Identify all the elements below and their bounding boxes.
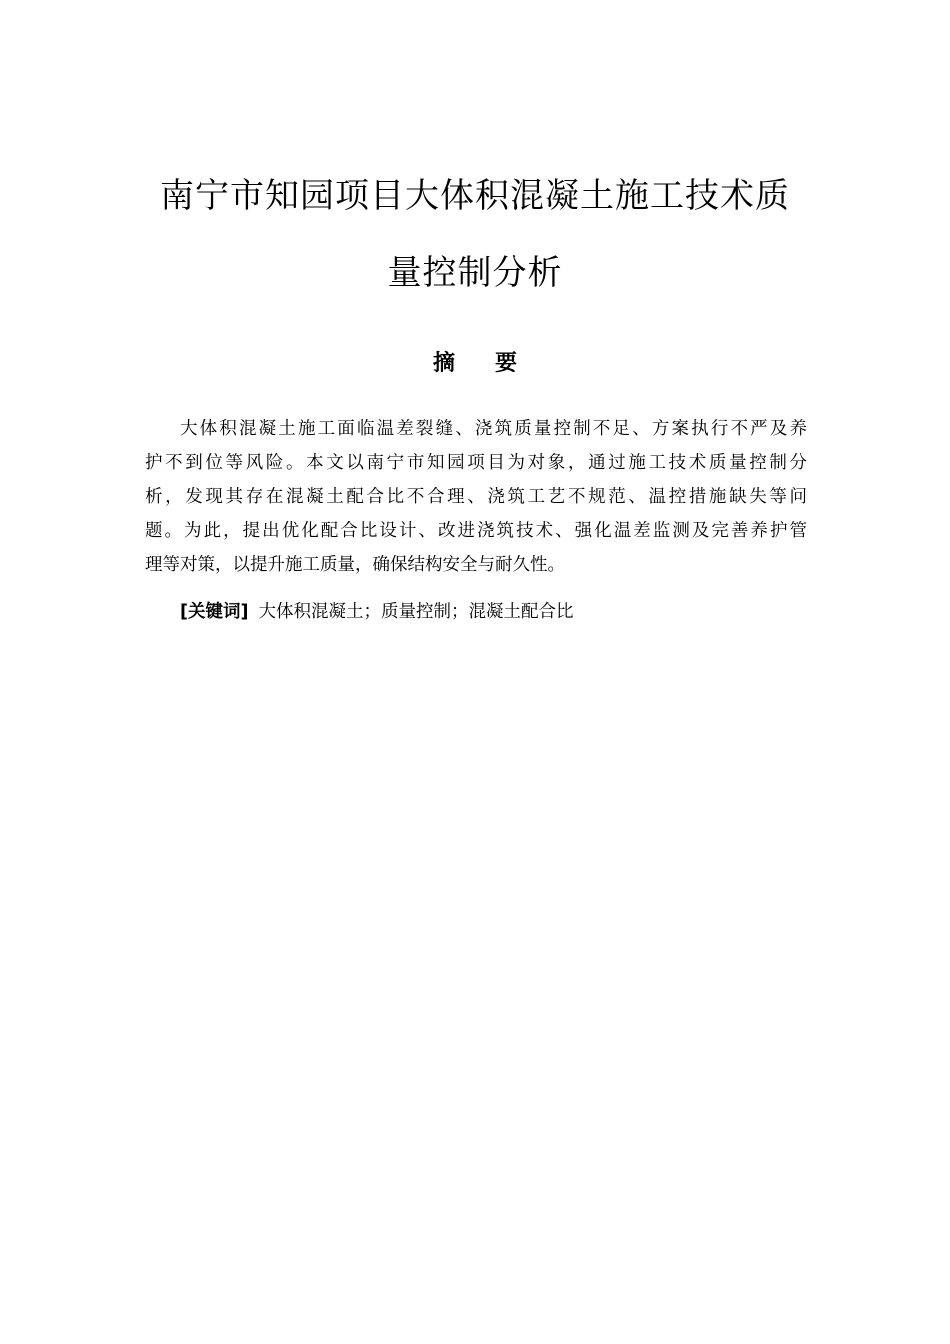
- abstract-line: 析，发现其存在混凝土配合比不合理、浇筑工艺不规范、温控措施缺失等问: [145, 487, 807, 507]
- abstract-heading-char-1: 摘: [432, 351, 455, 376]
- keywords-text: 大体积混凝土；质量控制；混凝土配合比: [258, 602, 574, 622]
- abstract-line: 题。为此，提出优化配合比设计、改进浇筑技术、强化温差监测及完善养护管: [145, 521, 807, 541]
- keywords-label: [关键词]: [180, 602, 249, 622]
- document-title-line-2: 量控制分析: [387, 253, 563, 293]
- abstract-line: 大体积混凝土施工面临温差裂缝、浇筑质量控制不足、方案执行不严及养: [180, 419, 807, 439]
- document-title-line-1: 南宁市知园项目大体积混凝土施工技术质: [160, 176, 790, 216]
- abstract-heading-char-2: 要: [495, 351, 518, 376]
- keywords: [180, 598, 574, 623]
- abstract-heading: [0, 346, 950, 377]
- abstract-line: 理等对策，以提升施工质量，确保结构安全与耐久性。: [145, 555, 565, 575]
- abstract-line: 护不到位等风险。本文以南宁市知园项目为对象，通过施工技术质量控制分: [145, 453, 807, 473]
- abstract-body: [145, 412, 807, 582]
